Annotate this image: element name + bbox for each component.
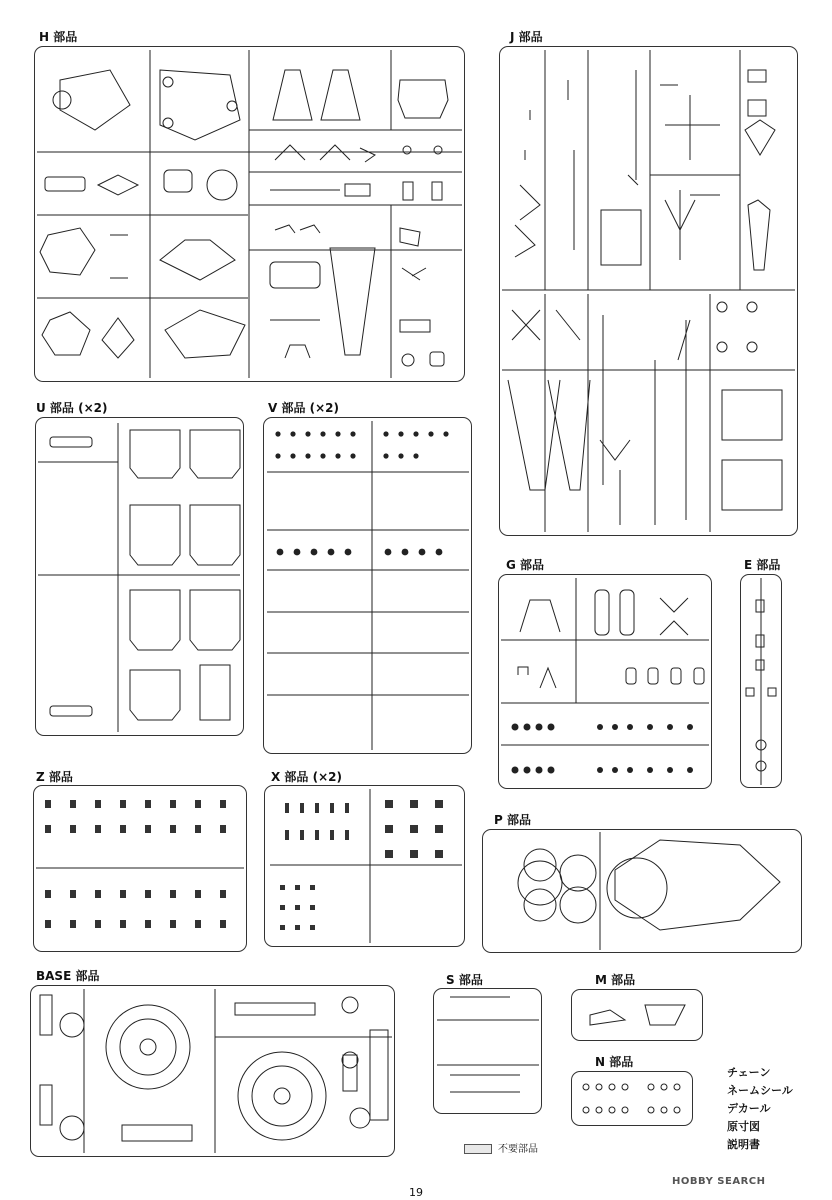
section-title-g: G 部品 <box>506 558 545 572</box>
accessory-decal: デカール <box>727 1102 771 1115</box>
accessory-full-scale-drawing: 原寸図 <box>727 1120 760 1133</box>
section-title-x: X 部品 (×2) <box>271 770 342 784</box>
section-title-e: E 部品 <box>744 558 781 572</box>
section-title-z: Z 部品 <box>36 770 73 784</box>
section-title-v: V 部品 (×2) <box>268 401 340 415</box>
section-title-u: U 部品 (×2) <box>36 401 108 415</box>
section-title-j: J 部品 <box>510 30 543 44</box>
accessory-instruction-manual: 説明書 <box>727 1138 760 1151</box>
section-title-m: M 部品 <box>595 973 636 987</box>
legend-swatch <box>464 1144 492 1154</box>
legend-label: 不要部品 <box>498 1144 538 1155</box>
section-title-s: S 部品 <box>446 973 483 987</box>
section-title-base: BASE 部品 <box>36 969 100 983</box>
section-title-p: P 部品 <box>494 813 531 827</box>
watermark: HOBBY SEARCH <box>672 1176 766 1187</box>
section-title-n: N 部品 <box>595 1055 634 1069</box>
page-number: 19 <box>409 1186 423 1199</box>
accessory-list <box>727 1064 793 1154</box>
section-title-h: H 部品 <box>39 30 78 44</box>
accessory-chain: チェーン <box>727 1066 771 1079</box>
accessory-name-seal: ネームシール <box>727 1084 793 1097</box>
unneeded-parts-legend <box>464 1140 538 1155</box>
